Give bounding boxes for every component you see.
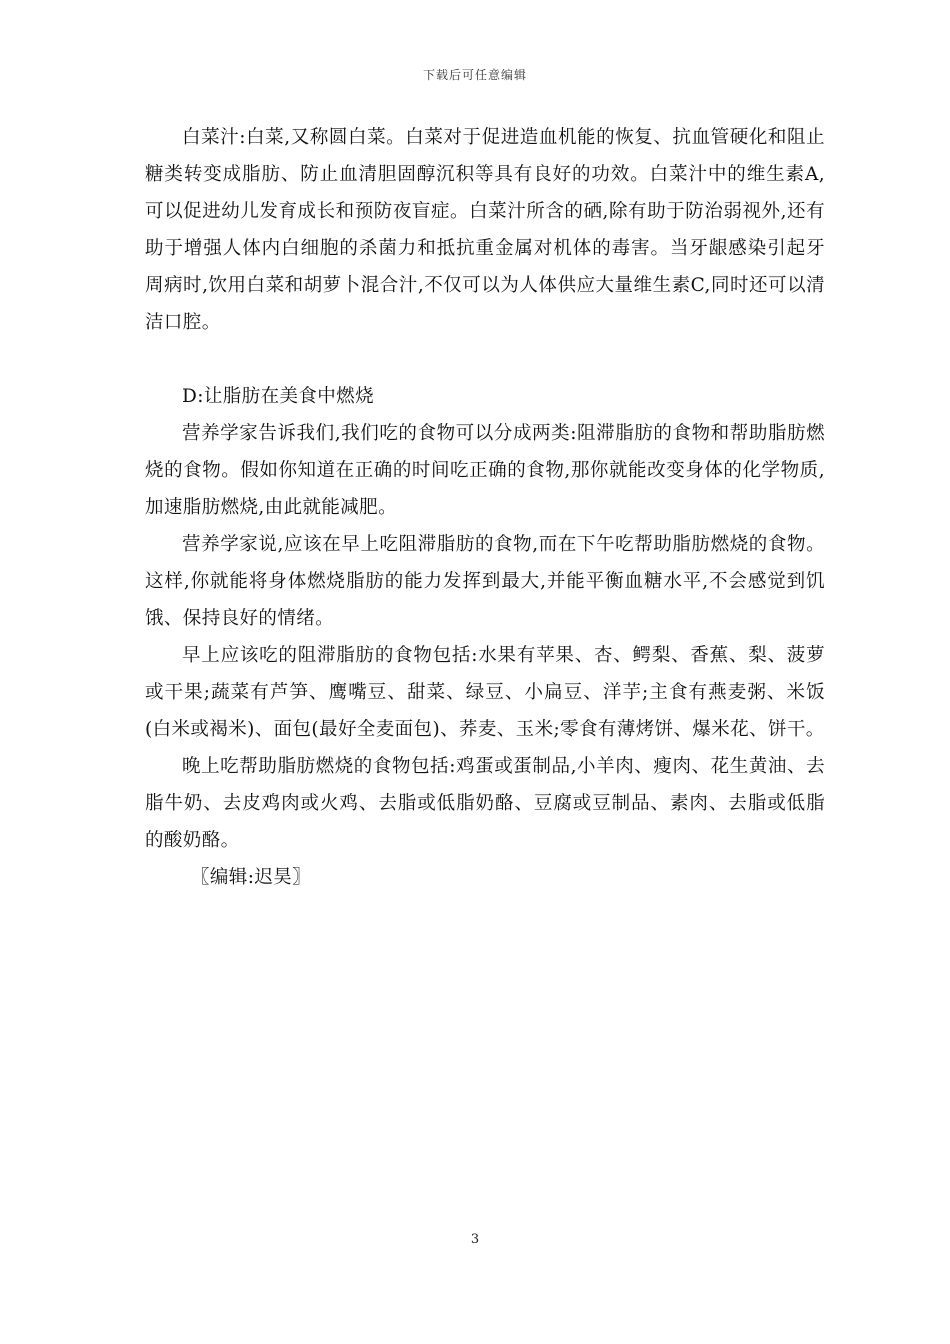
document-body (145, 119, 825, 896)
paragraph-morning-foods: 早上应该吃的阻滞脂肪的食物包括:水果有苹果、杏、鳄梨、香蕉、梨、菠萝或干果;蔬菜有芦笋、鹰嘴豆、甜菜、绿豆、小扁豆、洋芋;主食有燕麦粥、米饭(白米或褐米)、面包(最好全麦面包)、荞麦、玉米;零食有薄烤饼、爆米花、饼干。 (145, 645, 825, 740)
page-header: 下载后可任意编辑 (422, 68, 527, 82)
editor-note: 〖编辑:迟昊〗 (191, 867, 312, 888)
page-number: 3 (470, 1232, 480, 1247)
paragraph-spacer (145, 341, 825, 378)
paragraph-evening-foods: 晚上吃帮助脂肪燃烧的食物包括:鸡蛋或蛋制品,小羊肉、瘦肉、花生黄油、去脂牛奶、去皮鸡肉或火鸡、去脂或低脂奶酪、豆腐或豆制品、素肉、去脂或低脂的酸奶酪。 (145, 756, 825, 851)
paragraph-nutritionists-intro: 营养学家告诉我们,我们吃的食物可以分成两类:阻滞脂肪的食物和帮助脂肪燃烧的食物。假如你知道在正确的时间吃正确的食物,那你就能改变身体的化学物质,加速脂肪燃烧,由此就能减肥。 (145, 423, 825, 518)
section-heading: D:让脂肪在美食中燃烧 (182, 386, 374, 407)
paragraph-meal-timing: 营养学家说,应该在早上吃阻滞脂肪的食物,而在下午吃帮助脂肪燃烧的食物。这样,你就能将身体燃烧脂肪的能力发挥到最大,并能平衡血糖水平,不会感觉到饥饿、保持良好的情绪。 (145, 534, 825, 629)
paragraph-cabbage-juice: 白菜汁:白菜,又称圆白菜。白菜对于促进造血机能的恢复、抗血管硬化和阻止糖类转变成脂肪、防止血清胆固醇沉积等具有良好的功效。白菜汁中的维生素A,可以促进幼儿发育成长和预防夜盲症。白菜汁所含的硒,除有助于防治弱视外,还有助于增强人体内白细胞的杀菌力和抵抗重金属对机体的毒害。当牙龈感染引起牙周病时,饮用白菜和胡萝卜混合汁,不仅可以为人体供应大量维生素C,同时还可以清洁口腔。 (145, 127, 825, 333)
